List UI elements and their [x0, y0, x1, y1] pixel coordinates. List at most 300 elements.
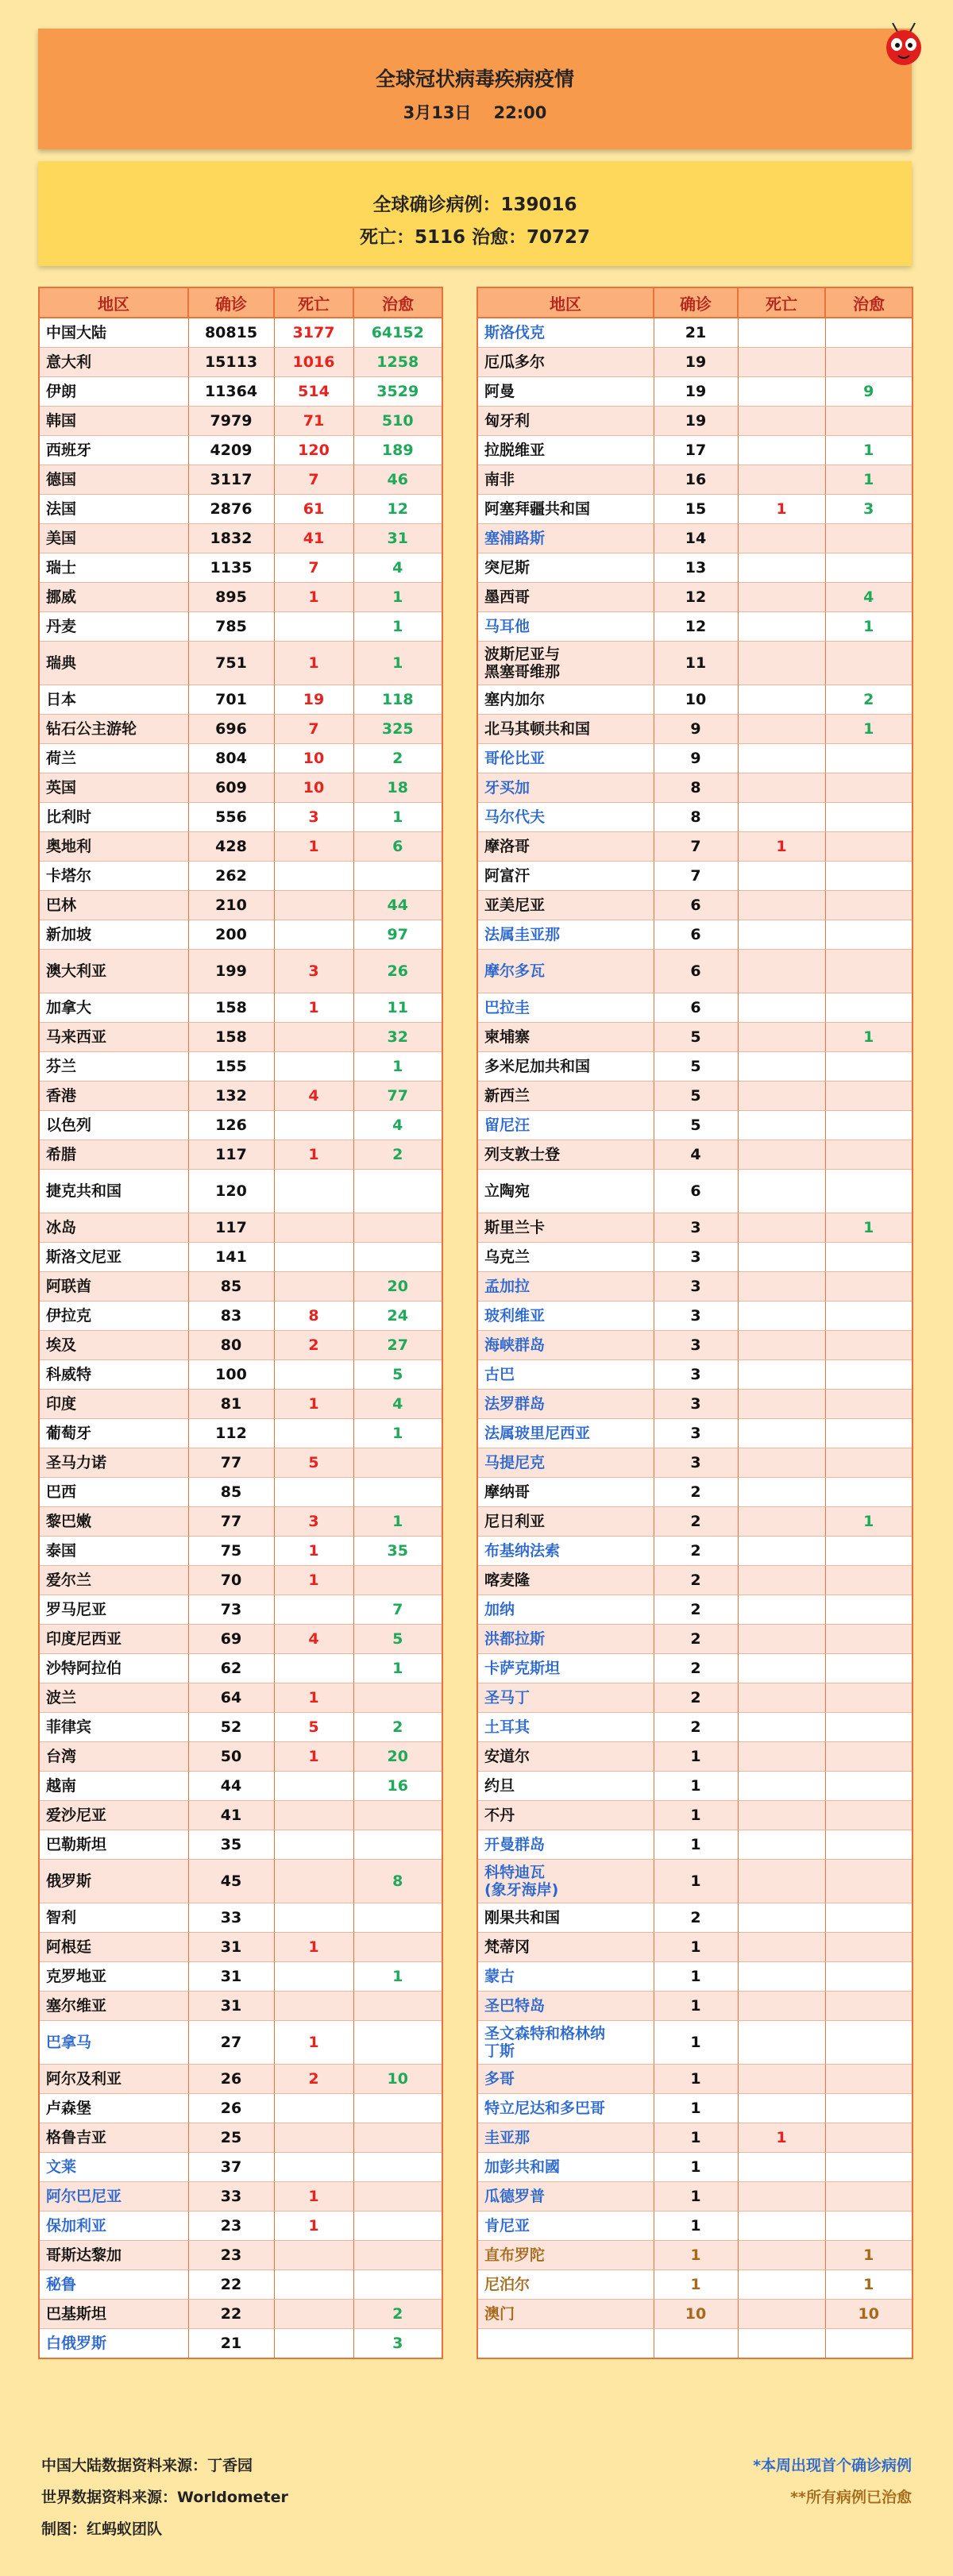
region-cell: 美国: [39, 524, 188, 553]
column-header-deaths: 死亡: [738, 287, 825, 318]
cured-cell: [825, 1272, 912, 1301]
region-cell: 墨西哥: [477, 583, 654, 612]
region-cell: 北马其顿共和国: [477, 715, 654, 744]
confirmed-cell: 75: [188, 1537, 274, 1566]
region-cell: 法属玻里尼西亚: [477, 1419, 654, 1448]
cured-cell: [825, 407, 912, 436]
region-cell: 厄瓜多尔: [477, 348, 654, 377]
confirmed-cell: 2: [654, 1654, 738, 1683]
cured-cell: 2: [353, 2300, 442, 2329]
region-cell: 巴勒斯坦: [39, 1830, 188, 1860]
deaths-cell: [274, 1903, 353, 1933]
region-cell: 塞尔维亚: [39, 1992, 188, 2021]
table-row: [39, 1243, 442, 1272]
column-header-cured: 治愈: [825, 287, 912, 318]
cured-cell: 1: [353, 1962, 442, 1992]
page-title: 全球冠状病毒疾病疫情: [375, 67, 574, 91]
deaths-cell: 2: [274, 2065, 353, 2094]
confirmed-cell: 5: [654, 1052, 738, 1082]
table-row: [477, 1566, 912, 1595]
deaths-cell: 1: [274, 583, 353, 612]
table-row: [39, 1772, 442, 1801]
confirmed-cell: 33: [188, 1903, 274, 1933]
region-cell: 哥伦比亚: [477, 744, 654, 773]
deaths-cell: 1: [274, 1140, 353, 1170]
table-row: [477, 436, 912, 465]
confirmed-cell: 69: [188, 1625, 274, 1654]
table-row: [39, 348, 442, 377]
cured-cell: [825, 1170, 912, 1213]
region-cell: 瓜德罗普: [477, 2182, 654, 2212]
region-cell: 荷兰: [39, 744, 188, 773]
confirmed-cell: 5: [654, 1082, 738, 1111]
cured-cell: [825, 803, 912, 832]
region-cell: 澳门: [477, 2300, 654, 2329]
table-row: [477, 950, 912, 993]
cured-cell: [825, 832, 912, 862]
cured-cell: 1: [353, 583, 442, 612]
cured-cell: 27: [353, 1331, 442, 1360]
table-row: [477, 1933, 912, 1962]
cured-cell: 12: [353, 495, 442, 524]
region-cell: 俄罗斯: [39, 1860, 188, 1903]
region-cell: 南非: [477, 465, 654, 495]
table-row: [39, 1419, 442, 1448]
confirmed-cell: 3117: [188, 465, 274, 495]
table-row: [477, 348, 912, 377]
cured-cell: 97: [353, 920, 442, 950]
cured-cell: [353, 1243, 442, 1272]
deaths-cell: 41: [274, 524, 353, 553]
region-cell: 拉脱维亚: [477, 436, 654, 465]
confirmed-cell: 1: [654, 1992, 738, 2021]
region-cell: 奥地利: [39, 832, 188, 862]
table-row: [39, 1448, 442, 1478]
table-row: [39, 1390, 442, 1419]
region-cell: 巴西: [39, 1478, 188, 1507]
confirmed-cell: 9: [654, 744, 738, 773]
table-row: [477, 1654, 912, 1683]
table-row: [39, 891, 442, 920]
cured-cell: [353, 1933, 442, 1962]
cured-cell: [825, 1860, 912, 1903]
table-row: [39, 583, 442, 612]
region-cell: 约旦: [477, 1772, 654, 1801]
deaths-cell: [738, 773, 825, 803]
cured-cell: [825, 862, 912, 891]
deaths-cell: [738, 1507, 825, 1537]
cured-cell: 4: [825, 583, 912, 612]
confirmed-cell: 80815: [188, 318, 274, 348]
confirmed-cell: 751: [188, 642, 274, 685]
cured-cell: [825, 348, 912, 377]
region-cell: 罗马尼亚: [39, 1595, 188, 1625]
deaths-cell: [738, 803, 825, 832]
deaths-cell: [738, 2094, 825, 2123]
deaths-cell: [274, 1023, 353, 1052]
cured-cell: 1: [353, 1052, 442, 1082]
deaths-cell: 1: [274, 1933, 353, 1962]
source-china: 中国大陆数据资料来源：丁香园: [41, 2457, 253, 2474]
cured-cell: 31: [353, 524, 442, 553]
confirmed-cell: 1: [654, 2094, 738, 2123]
table-row: [477, 862, 912, 891]
deaths-cell: [738, 862, 825, 891]
deaths-cell: [738, 436, 825, 465]
region-cell: 沙特阿拉伯: [39, 1654, 188, 1683]
table-row: [39, 1023, 442, 1052]
deaths-cell: [738, 1992, 825, 2021]
deaths-cell: 3: [274, 803, 353, 832]
table-row: [39, 1537, 442, 1566]
deaths-cell: 7: [274, 553, 353, 583]
deaths-cell: 1: [738, 832, 825, 862]
cured-cell: [353, 1478, 442, 1507]
confirmed-cell: 21: [188, 2329, 274, 2359]
deaths-cell: 1016: [274, 348, 353, 377]
cured-cell: 2: [825, 685, 912, 715]
confirmed-cell: 7: [654, 832, 738, 862]
table-row: [39, 862, 442, 891]
cured-cell: [825, 1933, 912, 1962]
cured-cell: [825, 1140, 912, 1170]
cured-cell: 1: [353, 612, 442, 642]
confirmed-cell: 1: [654, 2241, 738, 2270]
cured-cell: [353, 2212, 442, 2241]
cured-cell: [825, 1537, 912, 1566]
deaths-cell: 5: [274, 1713, 353, 1742]
global-deaths-cured: 死亡：5116 治愈：70727: [359, 227, 591, 248]
confirmed-cell: 41: [188, 1801, 274, 1830]
table-row: [39, 1962, 442, 1992]
region-cell: 挪威: [39, 583, 188, 612]
region-cell: 澳大利亚: [39, 950, 188, 993]
cured-cell: 32: [353, 1023, 442, 1052]
table-row: [39, 2329, 442, 2359]
deaths-cell: [738, 993, 825, 1023]
cured-cell: [825, 1390, 912, 1419]
deaths-cell: 7: [274, 465, 353, 495]
table-row: [39, 1052, 442, 1082]
table-row: [39, 950, 442, 993]
deaths-cell: [274, 2094, 353, 2123]
deaths-cell: [738, 1654, 825, 1683]
table-row: [477, 1243, 912, 1272]
table-row: [39, 1713, 442, 1742]
region-cell: 中国大陆: [39, 318, 188, 348]
cured-cell: 6: [353, 832, 442, 862]
cured-cell: [353, 1801, 442, 1830]
cured-cell: [825, 744, 912, 773]
region-cell: 丹麦: [39, 612, 188, 642]
deaths-cell: [274, 1213, 353, 1243]
table-row: [477, 2241, 912, 2270]
deaths-cell: 1: [274, 642, 353, 685]
cured-cell: [825, 2182, 912, 2212]
column-header-cured: 治愈: [353, 287, 442, 318]
region-cell: 伊朗: [39, 377, 188, 407]
cured-cell: [353, 1903, 442, 1933]
confirmed-cell: 785: [188, 612, 274, 642]
deaths-cell: 61: [274, 495, 353, 524]
deaths-cell: [274, 1772, 353, 1801]
confirmed-cell: 26: [188, 2065, 274, 2094]
deaths-cell: [738, 1331, 825, 1360]
cured-cell: [825, 1595, 912, 1625]
cured-cell: 18: [353, 773, 442, 803]
confirmed-cell: 31: [188, 1962, 274, 1992]
cured-cell: 1: [353, 1654, 442, 1683]
region-cell: 保加利亚: [39, 2212, 188, 2241]
cured-cell: 1: [825, 612, 912, 642]
confirmed-cell: 9: [654, 715, 738, 744]
cured-cell: [353, 2094, 442, 2123]
deaths-cell: [274, 920, 353, 950]
table-row: [39, 2241, 442, 2270]
region-cell: 玻利维亚: [477, 1301, 654, 1331]
deaths-cell: [738, 1419, 825, 1448]
deaths-cell: [738, 685, 825, 715]
table-row: [477, 1830, 912, 1860]
deaths-cell: [738, 407, 825, 436]
table-row: [477, 803, 912, 832]
title-banner: [38, 29, 912, 149]
table-row: [477, 1360, 912, 1390]
cured-cell: 1: [825, 1023, 912, 1052]
confirmed-cell: 5: [654, 1023, 738, 1052]
cured-cell: [825, 993, 912, 1023]
table-row: [39, 744, 442, 773]
table-row: [477, 1111, 912, 1140]
cured-cell: [353, 1170, 442, 1213]
region-cell: 突尼斯: [477, 553, 654, 583]
deaths-cell: [738, 2182, 825, 2212]
confirmed-cell: 26: [188, 2094, 274, 2123]
region-cell: 亚美尼亚: [477, 891, 654, 920]
region-cell: 洪都拉斯: [477, 1625, 654, 1654]
confirmed-cell: 25: [188, 2123, 274, 2153]
deaths-cell: 1: [274, 1390, 353, 1419]
cured-cell: 3: [353, 2329, 442, 2359]
global-confirmed: 全球确诊病例：139016: [372, 195, 577, 215]
region-cell: 卢森堡: [39, 2094, 188, 2123]
deaths-cell: [274, 2329, 353, 2359]
table-row: [39, 993, 442, 1023]
table-row: [39, 2021, 442, 2065]
region-cell: 阿富汗: [477, 862, 654, 891]
source-world: 世界数据资料来源：Worldometer: [41, 2489, 288, 2506]
confirmed-cell: 62: [188, 1654, 274, 1683]
deaths-cell: 1: [274, 832, 353, 862]
global-summary: [38, 161, 912, 266]
cured-cell: 10: [353, 2065, 442, 2094]
confirmed-cell: 3: [654, 1301, 738, 1331]
confirmed-cell: 23: [188, 2212, 274, 2241]
cured-cell: [353, 2123, 442, 2153]
deaths-cell: [738, 2270, 825, 2300]
cured-cell: [825, 1566, 912, 1595]
region-cell: 多米尼加共和国: [477, 1052, 654, 1082]
region-cell: 肯尼亚: [477, 2212, 654, 2241]
cured-cell: 7: [353, 1595, 442, 1625]
confirmed-cell: 77: [188, 1507, 274, 1537]
cured-cell: [353, 1566, 442, 1595]
deaths-cell: [738, 1625, 825, 1654]
table-row: [39, 2212, 442, 2241]
deaths-cell: [274, 2153, 353, 2182]
table-row: [39, 1111, 442, 1140]
cured-cell: [825, 1830, 912, 1860]
cured-cell: 1: [353, 1419, 442, 1448]
cured-cell: [825, 1713, 912, 1742]
confirmed-cell: 804: [188, 744, 274, 773]
table-row: [39, 318, 442, 348]
confirmed-cell: 1832: [188, 524, 274, 553]
region-cell: 香港: [39, 1082, 188, 1111]
deaths-cell: [274, 2300, 353, 2329]
deaths-cell: 1: [274, 1742, 353, 1772]
deaths-cell: 19: [274, 685, 353, 715]
confirmed-cell: 19: [654, 348, 738, 377]
table-row: [39, 1654, 442, 1683]
deaths-cell: 8: [274, 1301, 353, 1331]
confirmed-cell: 70: [188, 1566, 274, 1595]
confirmed-cell: 16: [654, 465, 738, 495]
region-cell: 越南: [39, 1772, 188, 1801]
deaths-cell: [274, 1595, 353, 1625]
confirmed-cell: 11364: [188, 377, 274, 407]
table-row: [477, 1992, 912, 2021]
table-row: [39, 1082, 442, 1111]
region-cell: 日本: [39, 685, 188, 715]
confirmed-cell: 2: [654, 1683, 738, 1713]
deaths-cell: [738, 1962, 825, 1992]
table-row: [477, 2153, 912, 2182]
cured-cell: 510: [353, 407, 442, 436]
table-row: [477, 1625, 912, 1654]
deaths-cell: [274, 1170, 353, 1213]
table-row: [39, 685, 442, 715]
deaths-cell: [738, 1243, 825, 1272]
region-cell: 刚果共和国: [477, 1903, 654, 1933]
confirmed-cell: 126: [188, 1111, 274, 1140]
confirmed-cell: 3: [654, 1331, 738, 1360]
cured-cell: [353, 1448, 442, 1478]
deaths-cell: [738, 1537, 825, 1566]
deaths-cell: [274, 1654, 353, 1683]
column-header-confirmed: 确诊: [654, 287, 738, 318]
cured-cell: [825, 891, 912, 920]
region-cell: 乌克兰: [477, 1243, 654, 1272]
table-row: [39, 1140, 442, 1170]
confirmed-cell: 132: [188, 1082, 274, 1111]
confirmed-cell: 50: [188, 1742, 274, 1772]
region-cell: 德国: [39, 465, 188, 495]
region-cell: 法罗群岛: [477, 1390, 654, 1419]
confirmed-cell: 1: [654, 1801, 738, 1830]
cured-cell: [353, 2153, 442, 2182]
cured-cell: [353, 1992, 442, 2021]
red-ant-mascot-icon: [880, 21, 928, 68]
deaths-cell: [738, 1301, 825, 1331]
region-cell: 卡塔尔: [39, 862, 188, 891]
deaths-cell: 10: [274, 744, 353, 773]
region-cell: 多哥: [477, 2065, 654, 2094]
deaths-cell: 5: [274, 1448, 353, 1478]
deaths-cell: [274, 612, 353, 642]
cured-cell: [825, 2212, 912, 2241]
region-cell: 台湾: [39, 1742, 188, 1772]
region-cell: 直布罗陀: [477, 2241, 654, 2270]
region-cell: 古巴: [477, 1360, 654, 1390]
cured-cell: 1258: [353, 348, 442, 377]
cured-cell: [825, 1903, 912, 1933]
region-cell: 土耳其: [477, 1713, 654, 1742]
deaths-cell: [738, 583, 825, 612]
cured-cell: [353, 2021, 442, 2065]
region-cell: 巴林: [39, 891, 188, 920]
deaths-cell: [738, 1213, 825, 1243]
table-row: [477, 2270, 912, 2300]
confirmed-cell: 141: [188, 1243, 274, 1272]
table-row: [39, 2123, 442, 2153]
cured-cell: [353, 2270, 442, 2300]
table-row: [477, 1860, 912, 1903]
region-cell: 新西兰: [477, 1082, 654, 1111]
deaths-cell: 10: [274, 773, 353, 803]
confirmed-cell: 15113: [188, 348, 274, 377]
confirmed-cell: 2: [654, 1595, 738, 1625]
table-row: [39, 1272, 442, 1301]
cured-cell: 77: [353, 1082, 442, 1111]
table-row: [477, 1742, 912, 1772]
cured-cell: [825, 2094, 912, 2123]
confirmed-cell: 2: [654, 1478, 738, 1507]
table-row: [477, 524, 912, 553]
cured-cell: 118: [353, 685, 442, 715]
table-row: [477, 2094, 912, 2123]
deaths-cell: 7: [274, 715, 353, 744]
region-cell: 黎巴嫩: [39, 1507, 188, 1537]
deaths-cell: [738, 348, 825, 377]
confirmed-cell: 1: [654, 1933, 738, 1962]
table-row: [39, 1478, 442, 1507]
confirmed-cell: 85: [188, 1272, 274, 1301]
region-cell: 加彭共和國: [477, 2153, 654, 2182]
deaths-cell: [738, 524, 825, 553]
table-row: [39, 2182, 442, 2212]
confirmed-cell: 31: [188, 1933, 274, 1962]
deaths-cell: [738, 2212, 825, 2241]
confirmed-cell: 44: [188, 1772, 274, 1801]
deaths-cell: [738, 1772, 825, 1801]
cured-cell: 3: [825, 495, 912, 524]
table-row: [477, 1052, 912, 1082]
region-cell: 斯里兰卡: [477, 1213, 654, 1243]
region-cell: 立陶宛: [477, 1170, 654, 1213]
table-row: [39, 495, 442, 524]
cured-cell: 24: [353, 1301, 442, 1331]
region-cell: 新加坡: [39, 920, 188, 950]
table-row: [477, 377, 912, 407]
cured-cell: 1: [825, 2270, 912, 2300]
confirmed-cell: 609: [188, 773, 274, 803]
cured-cell: 2: [353, 1140, 442, 1170]
cured-cell: [825, 2153, 912, 2182]
region-cell: 伊拉克: [39, 1301, 188, 1331]
deaths-cell: 3: [274, 950, 353, 993]
deaths-cell: 3177: [274, 318, 353, 348]
